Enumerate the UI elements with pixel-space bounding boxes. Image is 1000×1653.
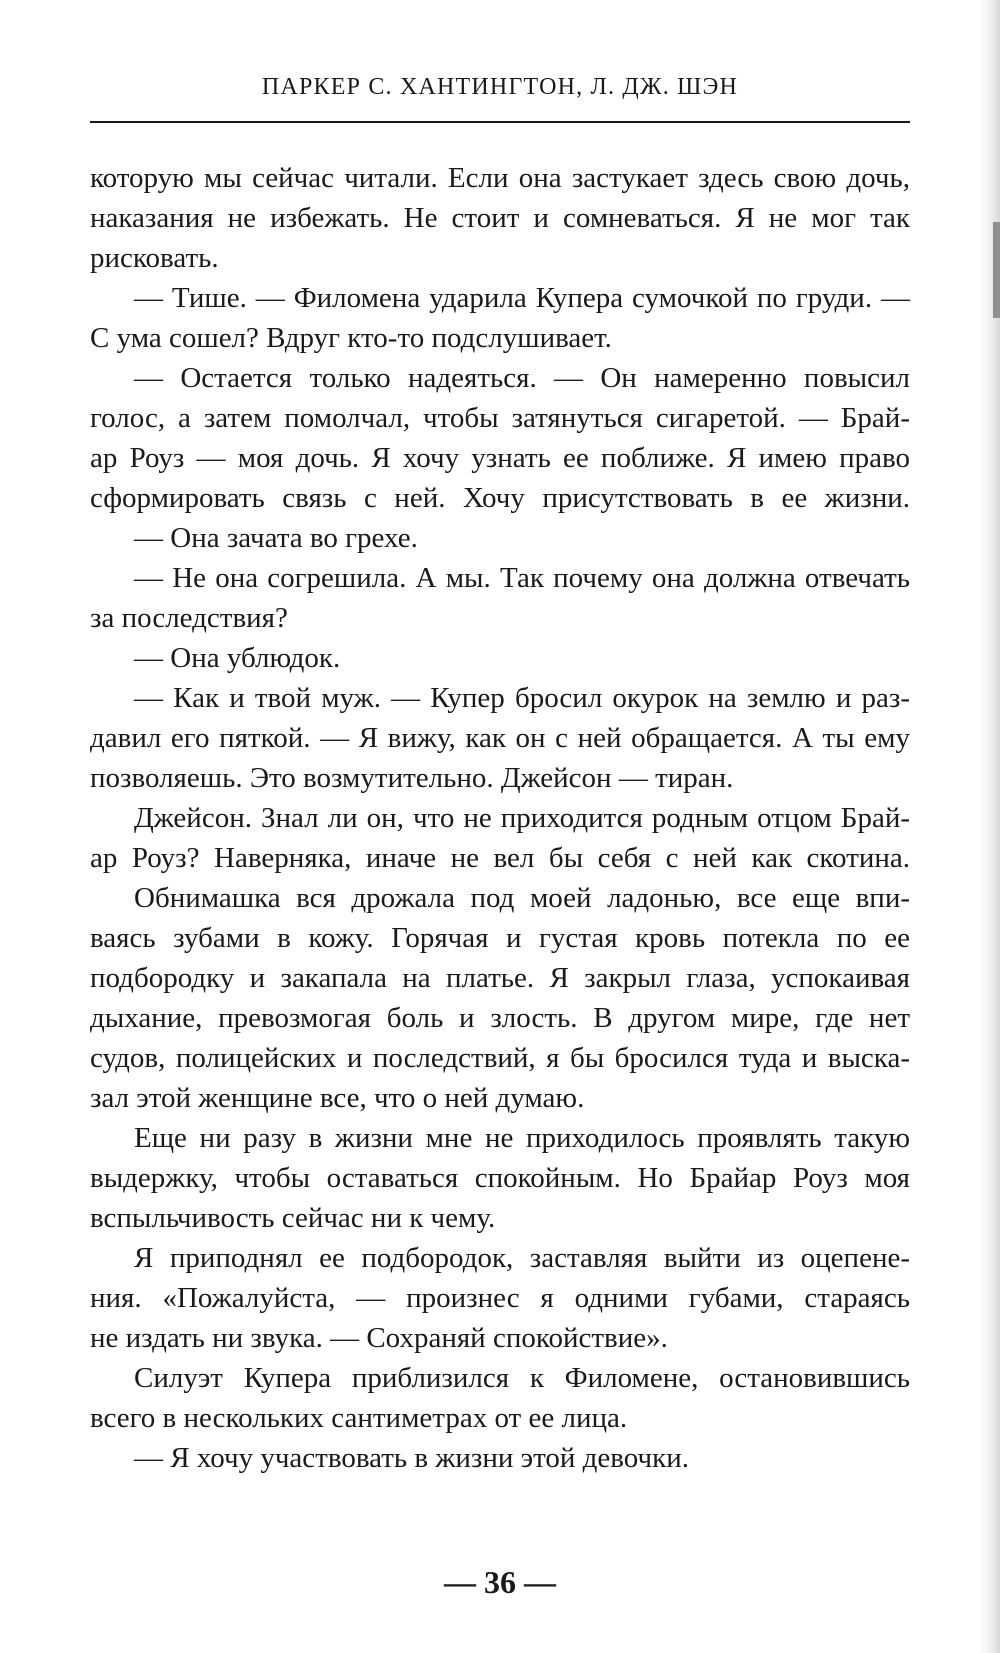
page-body: [90, 158, 910, 1478]
text-line: — Не она согрешила. А мы. Так почему она должна отвечать: [134, 562, 910, 594]
text-line: — Она зачата во грехе.: [134, 522, 418, 554]
text-line: подбородку и закапала на платье. Я закрыл глаза, успокаивая: [90, 962, 910, 994]
text-line: дыхание, превозмогая боль и злость. В другом мире, где нет: [90, 1002, 910, 1034]
text-line: давил его пяткой. — Я вижу, как он с ней обращается. А ты ему: [90, 722, 910, 754]
text-line: Джейсон. Знал ли он, что не приходится родным отцом Брай-: [134, 802, 910, 834]
text-line: — Тише. — Филомена ударила Купера сумочкой по груди. —: [134, 282, 910, 314]
text-line: сформировать связь с ней. Хочу присутствовать в ее жизни.: [90, 482, 910, 514]
text-line: судов, полицейских и последствий, я бы бросился туда и выска-: [90, 1042, 910, 1074]
text-line: наказания не избежать. Не стоит и сомневаться. Я не мог так: [90, 202, 910, 234]
text-line: позволяешь. Это возмутительно. Джейсон — тиран.: [90, 762, 734, 794]
text-line: не издать ни звука. — Сохраняй спокойствие».: [90, 1322, 668, 1354]
page-edge-mark: [993, 222, 1000, 318]
text-line: — Я хочу участвовать в жизни этой девочки.: [134, 1442, 689, 1474]
text-line: голос, а затем помолчал, чтобы затянуться сигаретой. — Брай-: [90, 402, 910, 434]
header-rule: [90, 121, 910, 123]
text-line: ваясь зубами в кожу. Горячая и густая кровь потекла по ее: [90, 922, 910, 954]
text-line: ния. «Пожалуйста, — произнес я одними губами, стараясь: [90, 1282, 910, 1314]
text-line: — Как и твой муж. — Купер бросил окурок на землю и раз-: [134, 682, 910, 714]
running-head: ПАРКЕР С. ХАНТИНГТОН, Л. ДЖ. ШЭН: [261, 74, 739, 100]
text-line: — Остается только надеяться. — Он намеренно повысил: [134, 362, 910, 394]
text-line: выдержку, чтобы оставаться спокойным. Но Брайар Роуз моя: [90, 1162, 910, 1194]
text-line: ар Роуз? Наверняка, иначе не вел бы себя с ней как скотина.: [90, 842, 910, 874]
page-number: — 36 —: [444, 1564, 556, 1600]
text-line: Силуэт Купера приблизился к Филомене, остановившись: [134, 1362, 910, 1394]
text-line: вспыльчивость сейчас ни к чему.: [90, 1202, 496, 1234]
text-line: Я приподнял ее подбородок, заставляя выйти из оцепене-: [134, 1242, 910, 1274]
text-line: рисковать.: [90, 242, 219, 274]
text-line: С ума сошел? Вдруг кто-то подслушивает.: [90, 322, 612, 354]
text-line: ар Роуз — моя дочь. Я хочу узнать ее поближе. Я имею право: [90, 442, 910, 474]
text-line: которую мы сейчас читали. Если она застукает здесь свою дочь,: [90, 162, 910, 194]
text-line: за последствия?: [90, 602, 288, 634]
text-line: Обнимашка вся дрожала под моей ладонью, все еще впи-: [134, 882, 910, 914]
text-line: — Она ублюдок.: [134, 642, 341, 674]
text-line: всего в нескольких сантиметрах от ее лица.: [90, 1402, 628, 1434]
text-line: Еще ни разу в жизни мне не приходилось проявлять такую: [134, 1122, 910, 1154]
text-line: зал этой женщине все, что о ней думаю.: [90, 1082, 585, 1114]
